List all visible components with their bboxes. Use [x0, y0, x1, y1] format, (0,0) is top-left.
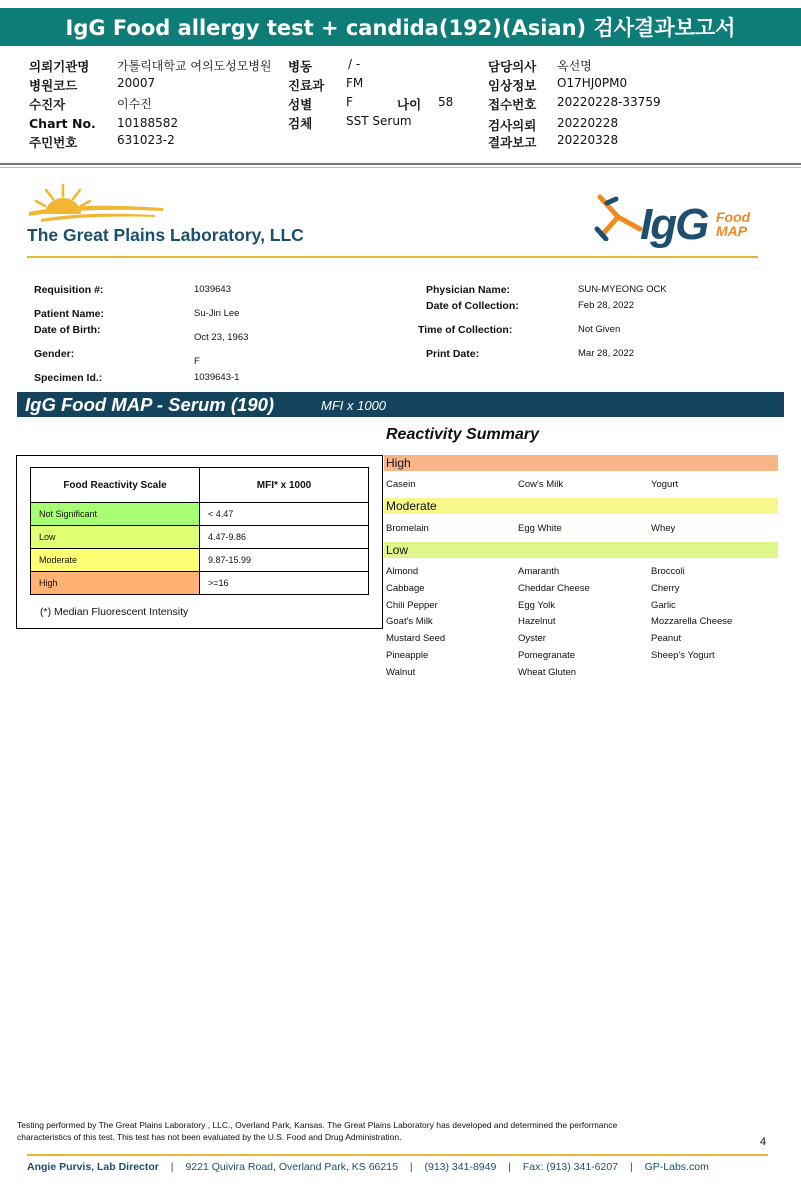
- low-category-bar: Low: [384, 542, 778, 558]
- reactivity-scale-box: [16, 455, 383, 629]
- page-number: 4: [760, 1136, 767, 1148]
- list-item: Peanut: [651, 633, 682, 644]
- mfi-footnote: (*) Median Fluorescent Intensity: [40, 606, 189, 618]
- header-divider-thin: [0, 167, 801, 168]
- mfi-header: MFI* x 1000: [200, 468, 369, 503]
- list-item: Chili Pepper: [386, 600, 438, 611]
- disclaimer-line-1: Testing performed by The Great Plains Laboratory , LLC., Overland Park, Kansas. The Great Plains Laboratory has developed and determined the performance: [17, 1120, 618, 1130]
- list-item: Casein: [386, 479, 416, 490]
- lab-phone: (913) 341-8949: [424, 1161, 497, 1173]
- institution-value: 가톨릭대학교 여의도성모병원: [117, 59, 272, 73]
- reactivity-scale-table: [30, 467, 369, 595]
- physician-value: SUN-MYEONG OCK: [578, 284, 667, 295]
- institution-label: 의뢰기관명: [29, 59, 90, 74]
- scale-level: Not Significant: [31, 503, 200, 526]
- sex-label: 성별: [288, 97, 313, 112]
- footer-divider: [27, 1154, 768, 1156]
- age-value: 58: [438, 95, 454, 109]
- scale-level: High: [31, 572, 200, 595]
- department-value: FM: [346, 76, 364, 90]
- clinical-label: 임상정보: [488, 78, 537, 93]
- gender-label: Gender:: [34, 348, 75, 360]
- header-divider: [0, 163, 801, 165]
- doctor-label: 담당의사: [488, 59, 537, 74]
- dob-value: Oct 23, 1963: [194, 332, 249, 343]
- lab-website[interactable]: GP-Labs.com: [644, 1161, 709, 1173]
- moderate-category-bar: Moderate: [384, 498, 778, 514]
- list-item: Cheddar Cheese: [518, 583, 590, 594]
- print-date-value: Mar 28, 2022: [578, 348, 634, 359]
- gender-value: F: [194, 356, 200, 367]
- food-logo-text: Food: [716, 209, 751, 225]
- ward-label: 병동: [288, 59, 313, 74]
- patient-name-value: Su-Jin Lee: [194, 308, 240, 319]
- scale-range: < 4.47: [200, 503, 369, 526]
- list-item: Goat's Milk: [386, 616, 433, 627]
- list-item: Egg White: [518, 523, 562, 534]
- scale-header: Food Reactivity Scale: [31, 468, 200, 503]
- food-map-logo: [716, 210, 750, 238]
- table-row: [31, 549, 369, 572]
- print-date-label: Print Date:: [426, 348, 480, 360]
- lab-address: 9221 Quivira Road, Overland Park, KS 66215: [185, 1161, 398, 1173]
- lab-director: Angie Purvis, Lab Director: [27, 1161, 159, 1173]
- table-row: [31, 572, 369, 595]
- id-no-value: 631023-2: [117, 133, 175, 147]
- recipient-label: 수진자: [29, 97, 66, 112]
- dob-label: Date of Birth:: [34, 324, 101, 336]
- hospital-code-label: 병원코드: [29, 78, 78, 93]
- hospital-code-value: 20007: [117, 76, 156, 90]
- report-date-label: 결과보고: [488, 135, 537, 150]
- list-item: Whey: [651, 523, 676, 534]
- section-title-bar: [17, 392, 784, 417]
- table-row: [31, 526, 369, 549]
- list-item: Cow's Milk: [518, 479, 564, 490]
- logo-divider: [27, 256, 758, 258]
- receipt-label: 접수번호: [488, 97, 537, 112]
- list-item: Oyster: [518, 633, 546, 644]
- age-label: 나이: [397, 97, 422, 112]
- list-item: Pomegranate: [518, 650, 576, 661]
- scale-level: Moderate: [31, 549, 200, 572]
- test-request-value: 20220228: [557, 116, 619, 130]
- list-item: Yogurt: [651, 479, 679, 490]
- specimen-id-value: 1039643-1: [194, 372, 240, 383]
- list-item: Wheat Gluten: [518, 667, 577, 678]
- clinical-value: O17HJ0PM0: [557, 76, 628, 90]
- lab-fax: Fax: (913) 341-6207: [522, 1161, 619, 1173]
- list-item: Sheep's Yogurt: [651, 650, 715, 661]
- patient-name-label: Patient Name:: [34, 308, 105, 320]
- disclaimer-line-2: characteristics of this test. This test has not been evaluated by the U.S. Food and Drug Administration.: [17, 1132, 402, 1142]
- test-request-label: 검사의뢰: [488, 118, 537, 133]
- list-item: Amaranth: [518, 566, 560, 577]
- report-title-bar: [0, 8, 801, 46]
- igg-logo-text: IgG: [640, 200, 708, 249]
- physician-label: Physician Name:: [426, 284, 511, 296]
- report-date-value: 20220328: [557, 133, 619, 147]
- list-item: Almond: [386, 566, 419, 577]
- list-item: Garlic: [651, 600, 676, 611]
- specimen-id-label: Specimen Id.:: [34, 372, 103, 384]
- list-item: Bromelain: [386, 523, 429, 534]
- sunrise-logo-icon: [27, 182, 167, 224]
- section-title: IgG Food MAP - Serum (190): [25, 394, 275, 415]
- department-label: 진료과: [288, 78, 325, 93]
- collection-date-label: Date of Collection:: [426, 300, 519, 312]
- receipt-value: 20220228-33759: [557, 95, 661, 109]
- scale-range: 4.47-9.86: [200, 526, 369, 549]
- chart-no-label: Chart No.: [29, 116, 96, 131]
- scale-level: Low: [31, 526, 200, 549]
- list-item: Cherry: [651, 583, 680, 594]
- reactivity-summary-title: Reactivity Summary: [386, 426, 539, 443]
- sex-value: F: [346, 95, 353, 109]
- disclaimer: [17, 1119, 617, 1143]
- table-row: [31, 503, 369, 526]
- specimen-value: SST Serum: [346, 114, 412, 128]
- section-unit: MFI x 1000: [321, 398, 387, 413]
- requisition-value: 1039643: [194, 284, 231, 295]
- collection-time-label: Time of Collection:: [418, 324, 513, 336]
- doctor-value: 옥선명: [557, 59, 592, 73]
- list-item: Broccoli: [651, 566, 685, 577]
- map-logo-text: MAP: [716, 223, 748, 239]
- lab-name: The Great Plains Laboratory, LLC: [27, 225, 304, 245]
- recipient-value: 이수진: [117, 97, 152, 111]
- list-item: Pineapple: [386, 650, 429, 661]
- list-item: Cabbage: [386, 583, 425, 594]
- list-item: Mozzarella Cheese: [651, 616, 733, 627]
- requisition-label: Requisition #:: [34, 284, 104, 296]
- collection-date-value: Feb 28, 2022: [578, 300, 634, 311]
- scale-range: 9.87-15.99: [200, 549, 369, 572]
- ward-value: / -: [348, 57, 361, 71]
- chart-no-value: 10188582: [117, 116, 179, 130]
- list-item: Hazelnut: [518, 616, 556, 627]
- list-item: Walnut: [386, 667, 416, 678]
- list-item: Egg Yolk: [518, 600, 555, 611]
- footer-contact: Angie Purvis, Lab Director | 9221 Quivira Road, Overland Park, KS 66215 | (913) 341-8949 | Fax: (913) 341-6207 | GP-Labs.com: [27, 1161, 709, 1173]
- id-no-label: 주민번호: [29, 135, 78, 150]
- specimen-label: 검체: [288, 116, 313, 131]
- antibody-logo-icon: [594, 193, 644, 241]
- list-item: Mustard Seed: [386, 633, 446, 644]
- collection-time-value: Not Given: [578, 324, 621, 335]
- high-category-bar: High: [384, 455, 778, 471]
- report-title: IgG Food allergy test + candida(192)(Asian) 검사결과보고서: [65, 16, 736, 40]
- scale-range: >=16: [200, 572, 369, 595]
